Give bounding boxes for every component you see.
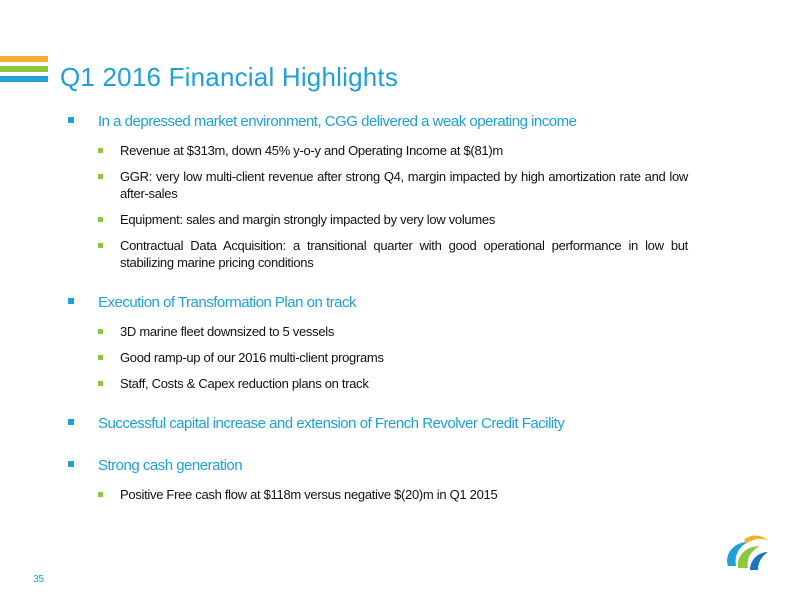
bullet-item <box>68 456 688 503</box>
square-sub-bullet-icon <box>98 174 103 179</box>
sub-bullet-list <box>98 323 688 392</box>
bullet-item <box>68 112 688 271</box>
sub-bullet-item <box>98 168 688 202</box>
square-sub-bullet-icon <box>98 355 103 360</box>
slide-title: Q1 2016 Financial Highlights <box>60 62 399 92</box>
sub-bullet-text: GGR: very low multi-client revenue after strong Q4, margin impacted by high amortization rate and low after-sales <box>120 169 688 201</box>
sub-bullet-item <box>98 211 688 228</box>
sub-bullet-text: Contractual Data Acquisition: a transitional quarter with good operational performance in low but stabilizing marine pricing conditions <box>120 238 688 270</box>
square-bullet-icon <box>68 461 74 467</box>
sub-bullet-item <box>98 349 688 366</box>
square-sub-bullet-icon <box>98 492 103 497</box>
accent-bar-blue <box>0 76 48 82</box>
sub-bullet-text: Staff, Costs & Capex reduction plans on track <box>120 376 369 391</box>
sub-bullet-list <box>98 142 688 271</box>
square-bullet-icon <box>68 298 74 304</box>
sub-bullet-item <box>98 486 688 503</box>
title-accent-bars <box>0 56 48 86</box>
sub-bullet-text: Revenue at $313m, down 45% y-o-y and Operating Income at $(81)m <box>120 143 503 158</box>
bullet-list <box>68 112 688 512</box>
sub-bullet-text: Equipment: sales and margin strongly impacted by very low volumes <box>120 212 496 227</box>
bullet-heading: Successful capital increase and extension of French Revolver Credit Facility <box>98 415 565 432</box>
sub-bullet-text: Good ramp-up of our 2016 multi-client programs <box>120 350 384 365</box>
square-sub-bullet-icon <box>98 329 103 334</box>
accent-bar-orange <box>0 56 48 62</box>
bullet-heading: Strong cash generation <box>98 457 243 474</box>
bullet-item <box>68 414 688 434</box>
sub-bullet-list <box>98 486 688 503</box>
square-sub-bullet-icon <box>98 243 103 248</box>
sub-bullet-item <box>98 323 688 340</box>
square-sub-bullet-icon <box>98 381 103 386</box>
bullet-item <box>68 293 688 392</box>
square-sub-bullet-icon <box>98 148 103 153</box>
sub-bullet-item <box>98 375 688 392</box>
sub-bullet-item <box>98 237 688 271</box>
sub-bullet-text: 3D marine fleet downsized to 5 vessels <box>120 324 335 339</box>
square-sub-bullet-icon <box>98 217 103 222</box>
page-number: 35 <box>33 574 45 585</box>
sub-bullet-item <box>98 142 688 159</box>
bullet-heading: Execution of Transformation Plan on track <box>98 294 356 311</box>
sub-bullet-text: Positive Free cash flow at $118m versus negative $(20)m in Q1 2015 <box>120 487 498 502</box>
accent-bar-green <box>0 66 48 72</box>
cgg-logo-icon <box>722 532 770 572</box>
square-bullet-icon <box>68 419 74 425</box>
bullet-heading: In a depressed market environment, CGG delivered a weak operating income <box>98 113 577 130</box>
square-bullet-icon <box>68 117 74 123</box>
